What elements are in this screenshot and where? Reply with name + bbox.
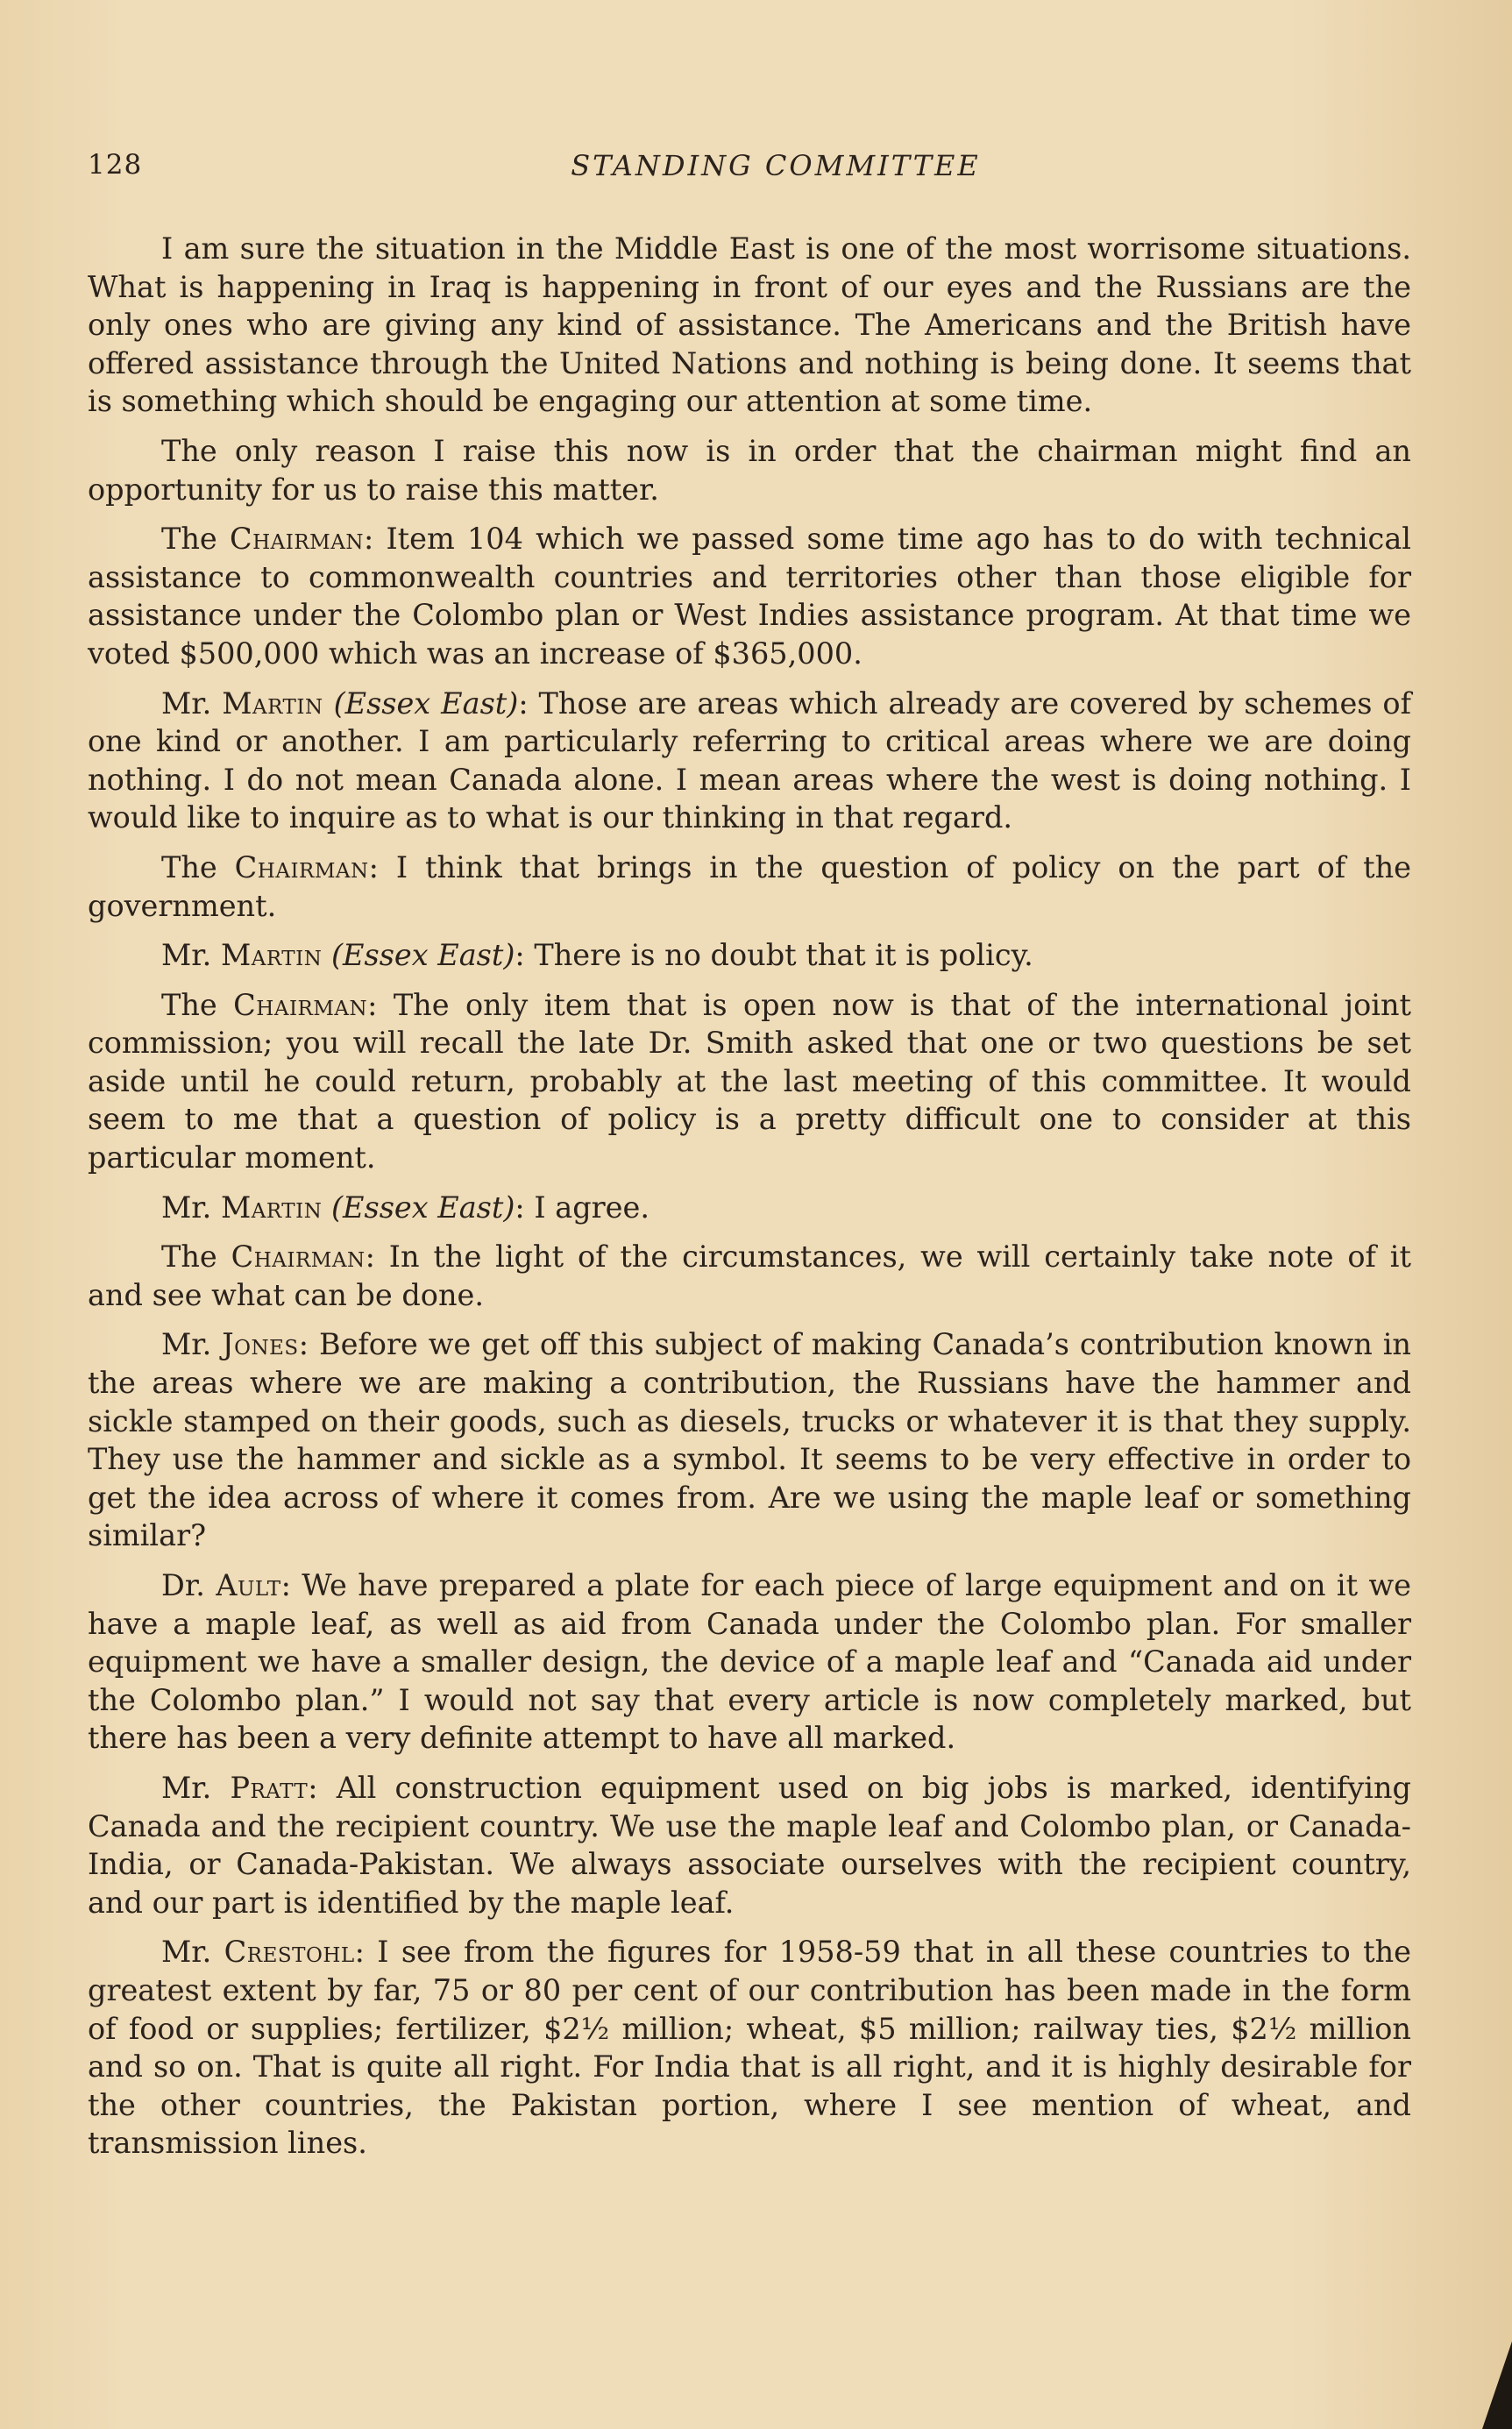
speaker-suffix: : [365,1239,389,1275]
paragraph [88,1769,1411,1921]
speaker-suffix: : [515,938,535,973]
speaker-suffix: : [368,849,396,884]
paragraph [88,685,1411,837]
paragraph-text: We have prepared a plate for each piece of large equipment and on it we have a maple leaf, as well as aid from Canada under the Colombo plan. For smaller equipment we have a smaller design, the device of a maple leaf and “Canada aid under the Colombo plan.” I would not say that every article is now completely marked, but there has been a very definite attempt to have all marked. [88,1568,1412,1756]
paragraph-text: I am sure the situation in the Middle East is one of the most worrisome situations. What is happening in Iraq is happening in front of our eyes and the Russians are the only ones who are giving any kind of assistance. The Americans and the British have offered assistance through the United Nations and nothing is being done. It seems that is something which should be engaging our attention at some time. [88,231,1411,419]
speaker-prefix: Mr. [161,1190,221,1225]
paragraph [88,849,1411,925]
paragraph [88,520,1411,672]
speaker-prefix: Mr. [161,1935,224,1970]
speaker-name: Chairman [234,849,369,884]
speaker-prefix: Mr. [161,1770,231,1805]
page-header [88,149,1411,193]
speaker-prefix: The [161,1239,231,1275]
speaker-prefix: Mr. [161,685,223,721]
speaker-riding: (Essex East) [330,1190,515,1225]
paragraph-text: The only reason I raise this now is in order that the chairman might find an opportunity for us to raise this matter. [88,433,1411,507]
speaker-riding: (Essex East) [330,938,515,973]
speaker-suffix: : [308,1770,337,1805]
running-title: STANDING COMMITTEE [571,149,981,182]
paragraph-text: In the light of the circumstances, we will certainly take note of it and see what can be done. [88,1239,1411,1312]
speaker-suffix: : [363,522,387,557]
speaker-name: Pratt [230,1770,309,1805]
paragraph [88,1238,1411,1314]
speaker-suffix: : [515,1190,535,1225]
paragraph-text: I think that brings in the question of policy on the part of the government. [88,849,1411,923]
speaker-suffix: : [354,1935,378,1970]
paragraph-text: There is no doubt that it is policy. [534,938,1033,973]
paragraph-text: Item 104 which we passed some time ago has to do with technical assistance to commonwealth countries and territories other than those eligible for assistance under the Colombo plan or West Indies assistance program. At that time we voted $500,000 which was an increase of $365,000. [88,522,1412,671]
paragraph-text: The only item that is open now is that of the international joint commission; you will recall the late Dr. Smith asked that one or two questions be set aside until he could return, probably at the last meeting of this committee. It would seem to me that a question of policy is a pretty difficult one to consider at this particular moment. [88,987,1411,1175]
paragraph [88,1933,1411,2163]
transcript-body [88,230,1411,2174]
paragraph [88,1325,1411,1555]
paragraph-text: Before we get off this subject of making Canada’s contribution known in the areas where we are making a contribution, the Russians have the hammer and sickle stamped on their goods, such as diesels, trucks or whatever it is that they supply. They use the hammer and sickle as a symbol. It seems to be very effective in order to get the idea across of where it comes from. Are we using the maple leaf or something similar? [88,1327,1412,1553]
speaker-suffix: : [367,987,394,1022]
paragraph [88,432,1411,508]
speaker-prefix: Mr. [161,1327,223,1362]
speaker-name: Chairman [231,1239,366,1275]
speaker-riding: (Essex East) [333,685,519,721]
speaker-prefix: The [161,522,230,557]
speaker-prefix: Mr. [161,938,221,973]
paragraph-text: All construction equipment used on big jobs is marked, identifying Canada and the recipient country. We use the maple leaf and Colombo plan, or Canada-India, or Canada-Pakistan. We always associate ourselves with the recipient country, and our part is identified by the maple leaf. [88,1770,1411,1920]
speaker-prefix: The [161,987,234,1022]
paragraph [88,936,1411,975]
page-number: 128 [88,149,143,181]
speaker-prefix: The [161,849,235,884]
speaker-name: Martin [222,685,323,721]
page-corner-shadow [1482,2341,1512,2429]
speaker-suffix: : [280,1568,302,1602]
speaker-name: Martin [220,1190,323,1225]
paragraph [88,230,1411,421]
paragraph [88,1189,1411,1227]
speaker-name: Ault [216,1568,281,1602]
paragraph [88,1566,1411,1758]
speaker-name: Chairman [229,522,364,557]
paragraph-text: I agree. [534,1190,650,1225]
paragraph [88,986,1411,1177]
speaker-name: Chairman [233,987,368,1022]
paragraph-text: Those are areas which already are covered by schemes of one kind or another. I am particularly referring to critical areas where we are doing nothing. I do not mean Canada alone. I mean areas where the west is doing nothing. I would like to inquire as to what is our thinking in that regard. [88,685,1411,835]
speaker-suffix: : [298,1327,319,1362]
speaker-name: Jones [222,1327,299,1362]
speaker-suffix: : [518,685,539,721]
paragraph-text: I see from the figures for 1958-59 that in all these countries to the greatest extent by far, 75 or 80 per cent of our contribution has been made in the form of food or supplies; fertilizer, $2½ million; wheat, $5 million; railway ties, $2½ million and so on. That is quite all right. For India that is all right, and it is highly desirable for the other countries, the Pakistan portion, where I see mention of wheat, and transmission lines. [88,1935,1411,2161]
speaker-name: Crestohl [224,1935,355,1970]
speaker-prefix: Dr. [161,1568,217,1602]
speaker-name: Martin [220,938,323,973]
